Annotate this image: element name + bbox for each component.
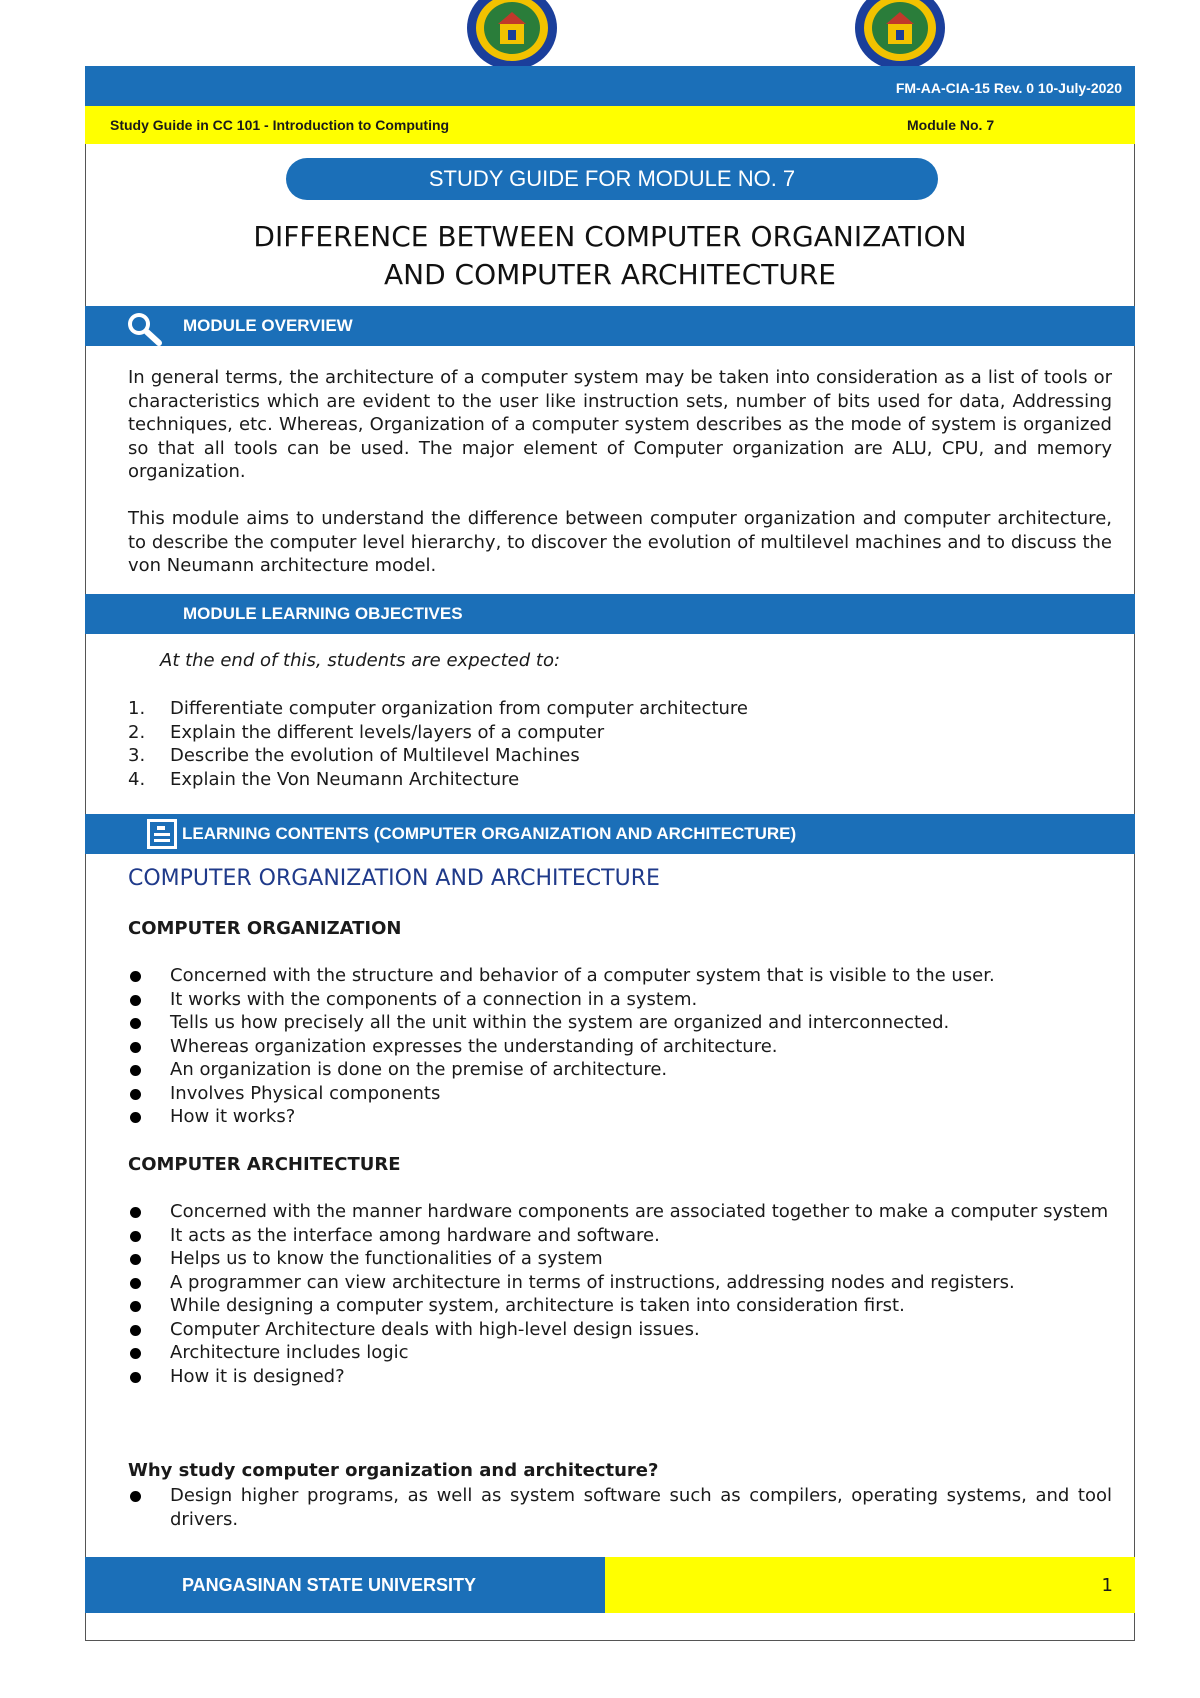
list-item: 4. Explain the Von Neumann Architecture xyxy=(128,768,520,790)
module-overview-heading: MODULE OVERVIEW xyxy=(183,316,353,335)
list-item: Design higher programs, as well as system software such as compilers, operating systems, and tool drivers. xyxy=(128,1484,1112,1531)
list-item: 2. Explain the different levels/layers of a computer xyxy=(128,721,605,743)
list-item: While designing a computer system, architecture is taken into consideration first. xyxy=(128,1294,1112,1318)
module-overview-bar xyxy=(85,306,1135,346)
list-item: It works with the components of a connection in a system. xyxy=(128,988,1112,1012)
bullet-icon xyxy=(130,1018,141,1029)
list-item: It acts as the interface among hardware and software. xyxy=(128,1224,1112,1248)
page-title-line-2: AND COMPUTER ARCHITECTURE xyxy=(383,258,836,291)
page-number: 1 xyxy=(1101,1575,1113,1596)
university-seal-logo-right xyxy=(850,0,950,70)
bullet-icon xyxy=(130,1278,141,1289)
bullet-icon xyxy=(130,995,141,1006)
architecture-list xyxy=(128,1200,1112,1388)
university-name: PANGASINAN STATE UNIVERSITY xyxy=(182,1575,477,1595)
magnifier-icon xyxy=(123,309,165,347)
list-item: 1. Differentiate computer organization from computer architecture xyxy=(128,698,748,719)
list-item: Architecture includes logic xyxy=(128,1341,1112,1365)
learning-contents-bar xyxy=(85,814,1135,854)
computer-architecture-heading: COMPUTER ARCHITECTURE xyxy=(128,1154,401,1175)
bullet-icon xyxy=(130,1301,141,1312)
university-seal-logo-left xyxy=(462,0,562,70)
computer-organization-heading: COMPUTER ORGANIZATION xyxy=(128,918,402,939)
why-study-heading: Why study computer organization and architecture? xyxy=(128,1460,659,1481)
list-item: Concerned with the structure and behavior of a computer system that is visible to the user. xyxy=(128,964,1112,988)
bullet-icon xyxy=(130,1325,141,1336)
list-item: How it is designed? xyxy=(128,1365,1112,1389)
overview-paragraph-2: This module aims to understand the difference between computer organization and computer architecture, to describe the computer level hierarchy, to discover the evolution of multilevel machines and to discuss the von Neumann architecture model. xyxy=(128,508,1112,576)
overview-paragraph-1: In general terms, the architecture of a computer system may be taken into consideration as a list of tools or characteristics which are evident to the user like instruction sets, number of bits used for data, Addressing techniques, etc. Whereas, Organization of a computer system describes as the mode of system is organized so that all tools can be used. The major element of Computer organization are ALU, CPU, and memory organization. xyxy=(128,367,1112,482)
study-guide-title: Study Guide in CC 101 - Introduction to Computing xyxy=(110,117,450,133)
bullet-icon xyxy=(130,1112,141,1123)
content-title: COMPUTER ORGANIZATION AND ARCHITECTURE xyxy=(128,866,660,891)
bullet-icon xyxy=(130,1065,141,1076)
list-item: Computer Architecture deals with high-level design issues. xyxy=(128,1318,1112,1342)
module-number: Module No. 7 xyxy=(907,117,995,133)
bullet-icon xyxy=(130,971,141,982)
footer-yellow-bar xyxy=(605,1557,1135,1613)
page-title-line-1: DIFFERENCE BETWEEN COMPUTER ORGANIZATION xyxy=(253,220,967,253)
organization-list xyxy=(128,964,1112,1129)
list-item: Tells us how precisely all the unit within the system are organized and interconnected. xyxy=(128,1011,1112,1035)
bullet-icon xyxy=(130,1254,141,1265)
document-code: FM-AA-CIA-15 Rev. 0 10-July-2020 xyxy=(895,80,1122,96)
bullet-icon xyxy=(130,1348,141,1359)
list-item: 3. Describe the evolution of Multilevel Machines xyxy=(128,745,580,766)
footer-university-bar xyxy=(85,1557,605,1613)
list-item: Involves Physical components xyxy=(128,1082,1112,1106)
document-icon xyxy=(145,817,179,851)
learning-objectives-heading: MODULE LEARNING OBJECTIVES xyxy=(183,604,463,623)
bullet-icon xyxy=(130,1372,141,1383)
page-title xyxy=(85,218,1135,294)
objectives-list xyxy=(128,697,748,791)
bullet-icon xyxy=(130,1089,141,1100)
bullet-icon xyxy=(130,1042,141,1053)
why-study-list xyxy=(128,1484,1112,1531)
list-item: Whereas organization expresses the understanding of architecture. xyxy=(128,1035,1112,1059)
study-guide-pill: STUDY GUIDE FOR MODULE NO. 7 xyxy=(286,158,938,200)
bullet-icon xyxy=(130,1231,141,1242)
list-item: A programmer can view architecture in terms of instructions, addressing nodes and registers. xyxy=(128,1271,1112,1295)
bullet-icon xyxy=(130,1207,141,1218)
list-item: Concerned with the manner hardware components are associated together to make a computer system xyxy=(128,1200,1112,1224)
learning-contents-heading: LEARNING CONTENTS (COMPUTER ORGANIZATION AND ARCHITECTURE) xyxy=(182,824,797,843)
learning-objectives-bar xyxy=(85,594,1135,634)
list-item: An organization is done on the premise of architecture. xyxy=(128,1058,1112,1082)
list-item: How it works? xyxy=(128,1105,1112,1129)
overview-text xyxy=(128,366,1112,578)
objectives-intro: At the end of this, students are expected to: xyxy=(160,650,561,671)
list-item: Helps us to know the functionalities of a system xyxy=(128,1247,1112,1271)
bullet-icon xyxy=(130,1491,141,1502)
